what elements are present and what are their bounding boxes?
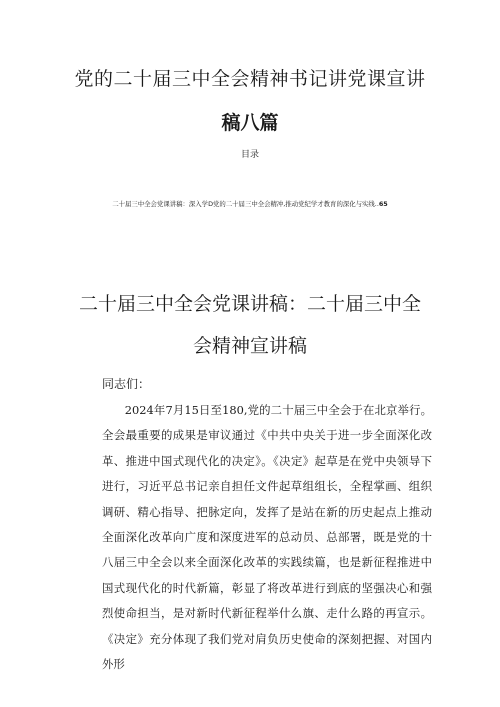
body-paragraph: 2024年7月15日至180,党的二十届三中全会于在北京举行。全会最重要的成果是审议通过《中共中央关于进一步全面深化改革、推进中国式现代化的决定》。《决定》起草是在党中央领导下进行，习近平总书记亲自担任文件起草组组长，全程掌画、组织调研、精心指导、把脉定向，发挥了是站在新的历史起点上推动全面深化改革向广度和深度进军的总动员、总部署，既是党的十八届三中全会以来全面深化改革的实践续篇，也是新征程推进中国式现代化的时代新篇，彰显了将改革进行到底的坚强决心和强烈使命担当，是对新时代新征程举什么旗、走什么路的再宣示。《决定》充分体现了我们党对肩负历史使命的深刻把握、对国内外形	[102, 403, 432, 672]
toc-entry-page: 65	[378, 200, 388, 208]
toc-entry-text: 二十届三中全会党课讲稿：深入学D党的二十届三中全会精冲,推动党纪学才教育的深化与实线..	[112, 200, 379, 208]
section-title-line1: 二十届三中全会党课讲稿：二十届三中全	[78, 293, 421, 315]
salutation: 同志们：	[102, 377, 151, 391]
toc-entry[interactable]	[0, 199, 500, 208]
document-title-line1: 党的二十届三中全会精神书记讲党课宣讲	[74, 68, 426, 90]
document-title-line2: 稿八篇	[221, 112, 279, 134]
section-title-line2: 会精神宣讲稿	[192, 335, 307, 357]
toc-heading: 目录	[240, 150, 259, 160]
